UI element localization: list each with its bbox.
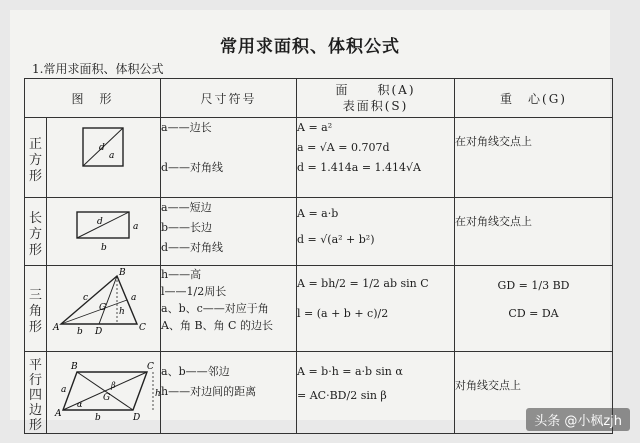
dim-line: A、角 B、角 C 的边长 bbox=[161, 319, 273, 332]
label-C: C bbox=[147, 362, 154, 372]
dim-line: a——短边 bbox=[161, 201, 212, 214]
centroid-text: 在对角线交点上 bbox=[455, 135, 533, 148]
label-D: D bbox=[95, 327, 103, 337]
dim-line: b——长边 bbox=[161, 221, 213, 234]
label-G: G bbox=[103, 393, 111, 403]
centroid-text: CD = DA bbox=[508, 307, 559, 320]
figure-parallelogram bbox=[47, 352, 161, 434]
label-c: c bbox=[83, 293, 89, 303]
table-row bbox=[25, 118, 613, 198]
label-h: h bbox=[155, 389, 161, 399]
dims-triangle bbox=[161, 266, 297, 352]
formulas-square bbox=[297, 118, 455, 198]
table-row bbox=[25, 198, 613, 266]
label-a: a bbox=[133, 222, 139, 232]
header-centroid: 重 心(G) bbox=[455, 79, 613, 118]
row-label-rectangle: 长 方 形 bbox=[25, 198, 47, 266]
label-b: b bbox=[95, 413, 101, 423]
formula-line: l = (a + b + c)/2 bbox=[297, 307, 389, 320]
header-dimension: 尺寸符号 bbox=[161, 79, 297, 118]
dim-line: a、b——邻边 bbox=[161, 365, 230, 378]
label-alpha: α bbox=[77, 400, 83, 409]
dim-line: h——对边间的距离 bbox=[161, 385, 257, 398]
formula-line: d = √(a² + b²) bbox=[297, 233, 375, 246]
label-G: G bbox=[99, 303, 107, 313]
triangle-diagram bbox=[47, 266, 161, 348]
row-label-triangle: 三 角 形 bbox=[25, 266, 47, 352]
centroid-square bbox=[455, 118, 613, 198]
label-a: a bbox=[131, 293, 137, 303]
label-A: A bbox=[53, 323, 60, 333]
table-row bbox=[25, 352, 613, 434]
label-A: A bbox=[55, 409, 62, 419]
header-figure: 图 形 bbox=[25, 79, 161, 118]
header-area-label: 面 积(A) bbox=[335, 83, 416, 97]
formula-line: d = 1.414a = 1.414√A bbox=[297, 161, 421, 174]
dim-line: l——1/2周长 bbox=[161, 285, 227, 298]
label-a: a bbox=[61, 385, 67, 395]
label-B: B bbox=[119, 268, 126, 278]
section-title: 1.常用求面积、体积公式 bbox=[32, 62, 164, 76]
formulas-triangle bbox=[297, 266, 455, 352]
row-label-parallelogram: 平 行 四 边 形 bbox=[25, 352, 47, 434]
label-beta: β bbox=[111, 381, 116, 390]
parallelogram-diagram bbox=[47, 352, 161, 426]
label-a: a bbox=[109, 151, 115, 161]
watermark: 头条 @小枫zjh bbox=[526, 408, 630, 431]
label-C: C bbox=[139, 323, 146, 333]
dims-parallelogram bbox=[161, 352, 297, 434]
label-b: b bbox=[77, 327, 83, 337]
dim-line: d——对角线 bbox=[161, 161, 224, 174]
figure-triangle bbox=[47, 266, 161, 352]
label-B: B bbox=[71, 362, 78, 372]
formula-table bbox=[24, 78, 613, 434]
dim-line: d——对角线 bbox=[161, 241, 224, 254]
formula-line: a = √A = 0.707d bbox=[297, 141, 390, 154]
label-b: b bbox=[101, 243, 107, 253]
header-area bbox=[297, 79, 455, 118]
label-D: D bbox=[133, 413, 141, 423]
formulas-parallelogram bbox=[297, 352, 455, 434]
centroid-triangle bbox=[455, 266, 613, 352]
table-header-row bbox=[25, 79, 613, 118]
centroid-text: 对角线交点上 bbox=[455, 379, 522, 392]
page-title: 常用求面积、体积公式 bbox=[220, 37, 400, 57]
dim-line bbox=[161, 138, 296, 158]
formula-line: A = b·h = a·b sin α bbox=[297, 365, 403, 378]
centroid-text: GD = 1/3 BD bbox=[497, 279, 570, 292]
label-h: h bbox=[119, 307, 125, 317]
formula-line: A = a·b bbox=[297, 207, 339, 220]
centroid-text: 在对角线交点上 bbox=[455, 215, 533, 228]
square-diagram bbox=[47, 118, 161, 194]
formula-line: = AC·BD/2 sin β bbox=[297, 389, 387, 402]
dim-line: h——高 bbox=[161, 268, 202, 281]
formula-line: A = bh/2 = 1/2 ab sin C bbox=[297, 277, 429, 290]
row-label-square: 正 方 形 bbox=[25, 118, 47, 198]
dim-line: a——边长 bbox=[161, 121, 212, 134]
rectangle-diagram bbox=[47, 198, 161, 262]
centroid-rectangle bbox=[455, 198, 613, 266]
dims-square bbox=[161, 118, 297, 198]
dims-rectangle bbox=[161, 198, 297, 266]
dim-line: a、b、c——对应于角 bbox=[161, 302, 269, 315]
label-d: d bbox=[99, 143, 105, 153]
label-d: d bbox=[97, 217, 103, 227]
table-row bbox=[25, 266, 613, 352]
formulas-rectangle bbox=[297, 198, 455, 266]
figure-rectangle bbox=[47, 198, 161, 266]
figure-square bbox=[47, 118, 161, 198]
header-surface-label: 表面积(S) bbox=[342, 99, 409, 113]
formula-line: A = a² bbox=[297, 121, 333, 134]
